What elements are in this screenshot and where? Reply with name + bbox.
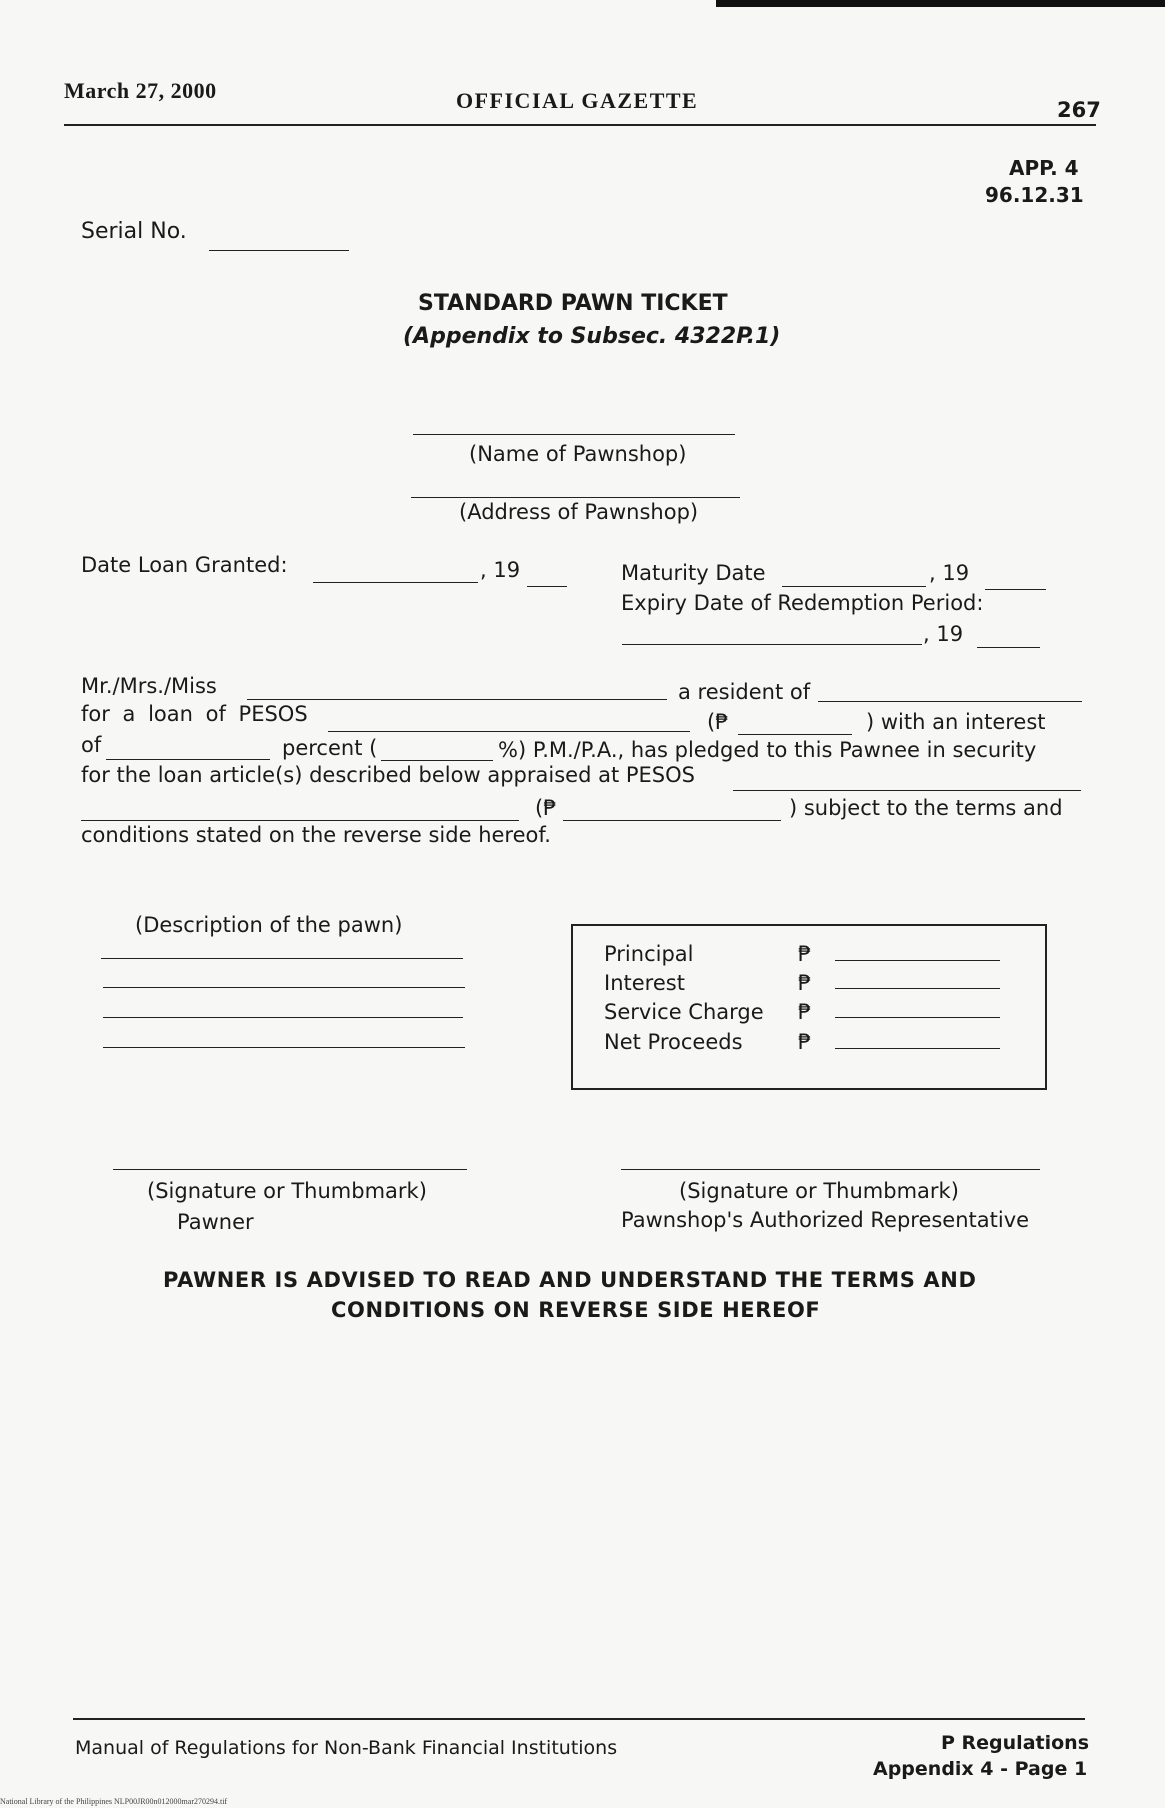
- appraised-amount-field[interactable]: [563, 820, 781, 821]
- date-loan-field[interactable]: [313, 582, 478, 583]
- scan-edge-bar: [716, 0, 1165, 7]
- interest-label: Interest: [604, 971, 685, 995]
- description-line-1[interactable]: [101, 958, 463, 959]
- form-subtitle: (Appendix to Subsec. 4322P.1): [403, 324, 781, 349]
- with-interest-label: ) with an interest: [866, 710, 1046, 734]
- description-line-2[interactable]: [103, 987, 465, 988]
- loan-words-field[interactable]: [328, 731, 690, 732]
- form-title: STANDARD PAWN TICKET: [418, 291, 728, 316]
- service-charge-peso-sign: ₱: [798, 1000, 812, 1024]
- appraised-peso-open: (₱: [535, 796, 557, 820]
- date-loan-year: , 19: [480, 558, 521, 582]
- pawner-signature-line[interactable]: [113, 1169, 467, 1170]
- footer-manual: Manual of Regulations for Non-Bank Financial Institutions: [75, 1737, 618, 1759]
- net-proceeds-field[interactable]: [835, 1048, 1000, 1049]
- page-number: 267: [1057, 98, 1101, 122]
- pawnshop-address-field[interactable]: [411, 497, 740, 498]
- mr-label: Mr./Mrs./Miss: [81, 674, 217, 698]
- gazette-date: March 27, 2000: [64, 78, 217, 103]
- pawnshop-name-field[interactable]: [413, 434, 735, 435]
- pawner-name-field[interactable]: [247, 699, 667, 700]
- expiry-label: Expiry Date of Redemption Period:: [621, 591, 984, 615]
- loan-amount-field[interactable]: [738, 734, 852, 735]
- conditions-text: conditions stated on the reverse side hereof.: [81, 823, 551, 847]
- interest-field[interactable]: [835, 988, 1000, 989]
- expiry-year-field[interactable]: [977, 647, 1040, 648]
- resident-label: a resident of: [678, 680, 811, 704]
- representative-signature-line[interactable]: [621, 1169, 1040, 1170]
- appraised-words-field-2[interactable]: [81, 820, 519, 821]
- date-loan-year-field[interactable]: [527, 586, 567, 587]
- percent-label: percent (: [282, 736, 378, 760]
- interest-rate-field[interactable]: [381, 760, 493, 761]
- residence-field[interactable]: [818, 701, 1082, 702]
- app-date: 96.12.31: [985, 183, 1084, 207]
- serial-label: Serial No.: [81, 219, 187, 244]
- interest-peso-sign: ₱: [798, 971, 812, 995]
- footer-regulations: P Regulations: [941, 1732, 1090, 1754]
- expiry-field[interactable]: [622, 644, 922, 645]
- expiry-year: , 19: [923, 622, 964, 646]
- advisory-line-1: PAWNER IS ADVISED TO READ AND UNDERSTAND THE TERMS AND: [163, 1268, 977, 1292]
- pmpa-text: %) P.M./P.A., has pledged to this Pawnee in security: [498, 738, 1037, 762]
- net-proceeds-label: Net Proceeds: [604, 1030, 743, 1054]
- advisory-line-2: CONDITIONS ON REVERSE SIDE HEREOF: [331, 1298, 821, 1322]
- representative-label: Pawnshop's Authorized Representative: [621, 1208, 1030, 1232]
- pawnshop-name-label: (Name of Pawnshop): [469, 442, 687, 466]
- appraised-words-field[interactable]: [733, 790, 1081, 791]
- net-proceeds-peso-sign: ₱: [798, 1030, 812, 1054]
- service-charge-label: Service Charge: [604, 1000, 764, 1024]
- loan-label: for a loan of PESOS: [81, 702, 308, 726]
- pawner-signature-label: (Signature or Thumbmark): [147, 1179, 427, 1203]
- representative-signature-label: (Signature or Thumbmark): [679, 1179, 959, 1203]
- principal-peso-sign: ₱: [798, 942, 812, 966]
- serial-field[interactable]: [209, 250, 349, 251]
- maturity-label: Maturity Date: [621, 561, 766, 585]
- description-line-3[interactable]: [103, 1017, 463, 1018]
- principal-field[interactable]: [835, 960, 1000, 961]
- maturity-year: , 19: [929, 561, 970, 585]
- articles-text: for the loan article(s) described below appraised at PESOS: [81, 763, 695, 787]
- gazette-title: OFFICIAL GAZETTE: [456, 88, 699, 113]
- description-label: (Description of the pawn): [135, 913, 403, 937]
- footer-rule: [73, 1718, 1085, 1720]
- subject-text: ) subject to the terms and: [789, 796, 1063, 820]
- description-line-4[interactable]: [103, 1047, 465, 1048]
- maturity-field[interactable]: [782, 586, 926, 587]
- principal-label: Principal: [604, 942, 694, 966]
- of-label: of: [81, 733, 102, 757]
- date-loan-label: Date Loan Granted:: [81, 553, 288, 577]
- app-code: APP. 4: [1009, 156, 1079, 180]
- interest-words-field[interactable]: [106, 759, 270, 760]
- header-rule: [64, 124, 1096, 126]
- pawner-label: Pawner: [177, 1210, 254, 1234]
- service-charge-field[interactable]: [835, 1017, 1000, 1018]
- maturity-year-field[interactable]: [985, 589, 1046, 590]
- scan-note: National Library of the Philippines NLP00JR00n012000mar270294.tif: [0, 1797, 228, 1806]
- loan-peso-open: (₱: [707, 710, 729, 734]
- pawnshop-address-label: (Address of Pawnshop): [459, 500, 699, 524]
- footer-appendix-page: Appendix 4 - Page 1: [873, 1758, 1088, 1780]
